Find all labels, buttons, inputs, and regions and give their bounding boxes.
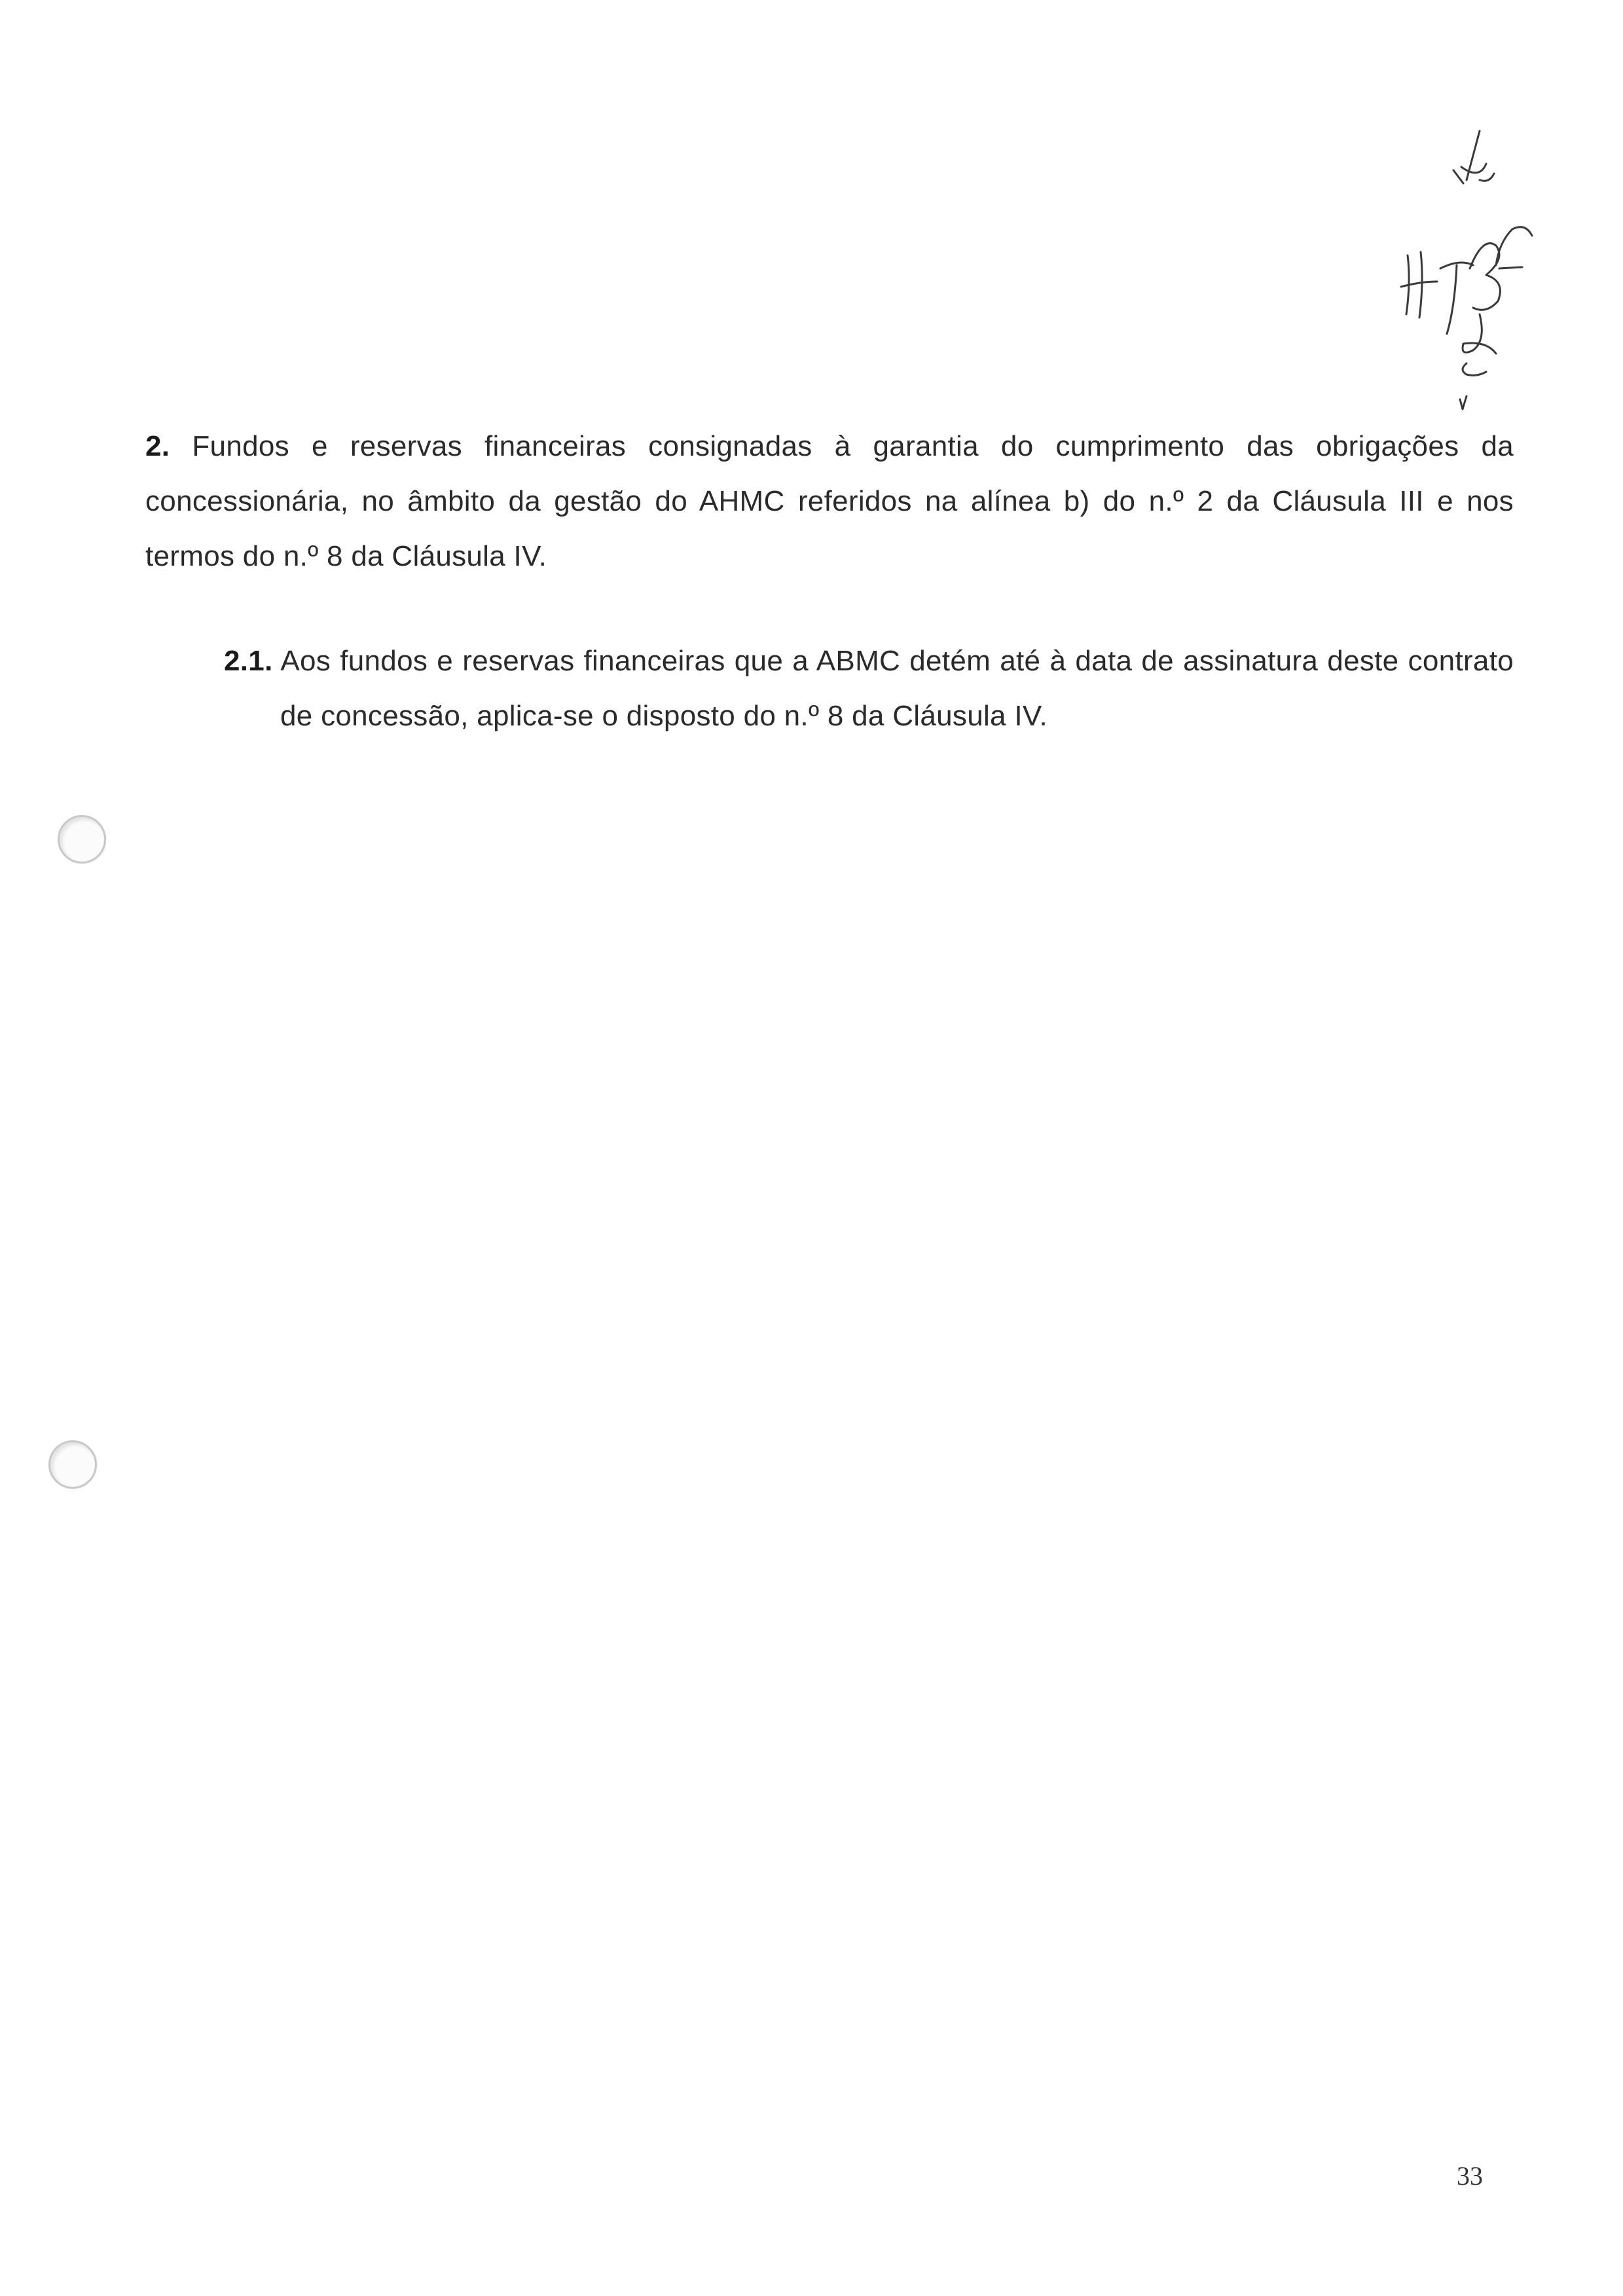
clause-number: 2.1. bbox=[224, 645, 273, 677]
punch-hole bbox=[48, 1440, 97, 1489]
clause-text: Aos fundos e reservas financeiras que a ABMC detém até à data de assinatura deste contrato de concessão, aplica-se o disposto do n.º 8 da Cláusula IV. bbox=[280, 645, 1514, 732]
handwritten-initials-icon bbox=[1381, 118, 1552, 419]
clause-number: 2. bbox=[145, 430, 170, 462]
clause-2 bbox=[145, 419, 1514, 584]
clause-text: Fundos e reservas financeiras consignadas à garantia do cumprimento das obrigações da concessionária, no âmbito da gestão do AHMC referidos na alínea b) do n.º 2 da Cláusula III e nos termos do n.º 8 da Cláusula IV. bbox=[145, 430, 1514, 572]
clause-2-1 bbox=[224, 634, 1514, 744]
punch-hole bbox=[58, 815, 106, 864]
page-number: 33 bbox=[1457, 2161, 1483, 2191]
